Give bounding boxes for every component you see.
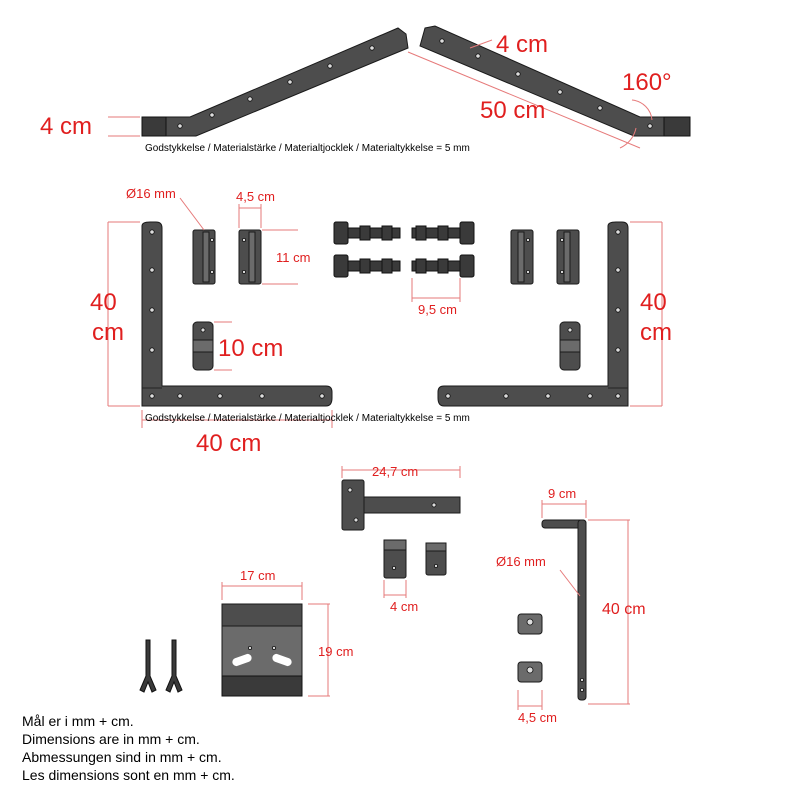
pintle-brackets-left: [193, 230, 261, 284]
anchor-spikes: [140, 640, 182, 692]
thickness-note-2: Godstykkelse / Materialstärke / Materialtjocklek / Materialtykkelse = 5 mm: [145, 413, 470, 424]
clip-right: [560, 322, 580, 370]
bolts: [334, 222, 474, 277]
rod-diameter-label: Ø16 mm: [496, 554, 546, 569]
eye-width-label: 4,5 cm: [518, 710, 558, 725]
plate-height-label: 19 cm: [318, 644, 354, 659]
latch-keepers: [384, 540, 446, 578]
hinge-length-label: 50 cm: [480, 97, 546, 124]
plate-width-label: 17 cm: [240, 568, 276, 583]
strap-hinge-left: [142, 28, 408, 136]
hinge-width-right-label: 4 cm: [496, 31, 549, 58]
pin-diameter-label-1: Ø16 mm: [126, 186, 176, 201]
footer-notes: [22, 712, 235, 784]
angle-height-right-b: cm: [640, 319, 672, 346]
hinge-angle-label: 160°: [622, 69, 672, 96]
footer-line-3: Abmessungen sind in mm + cm.: [22, 749, 222, 765]
bracket-width-label: 4,5 cm: [236, 189, 276, 204]
drop-rod: [542, 520, 586, 700]
angle-height-left-a: 40: [90, 289, 117, 316]
keeper-width-label: 4 cm: [390, 599, 419, 614]
angle-height-right-a: 40: [640, 289, 667, 316]
bolt-length-label: 9,5 cm: [418, 302, 458, 317]
pintle-brackets-right: [511, 230, 579, 284]
bracket-height-label: 11 cm: [276, 250, 311, 265]
angle-height-left-b: cm: [92, 319, 124, 346]
rod-eyes: [518, 614, 542, 682]
footer-line-2: Dimensions are in mm + cm.: [22, 731, 200, 747]
clip-left: [193, 322, 213, 370]
thickness-note-1: Godstykkelse / Materialstärke / Materialtjocklek / Materialtykkelse = 5 mm: [145, 143, 470, 154]
latch-length-label: 24,7 cm: [372, 464, 419, 479]
rod-length-label: 40 cm: [602, 601, 646, 618]
angle-width-label: 40 cm: [196, 430, 262, 457]
latch: [342, 480, 460, 530]
clip-height-label: 10 cm: [218, 335, 284, 362]
hinge-width-label: 4 cm: [40, 113, 93, 140]
mounting-plate: [222, 604, 302, 696]
rod-width-label: 9 cm: [548, 486, 577, 501]
footer-line-1: Mål er i mm + cm.: [22, 713, 134, 729]
footer-line-4: Les dimensions sont en mm + cm.: [22, 767, 235, 783]
